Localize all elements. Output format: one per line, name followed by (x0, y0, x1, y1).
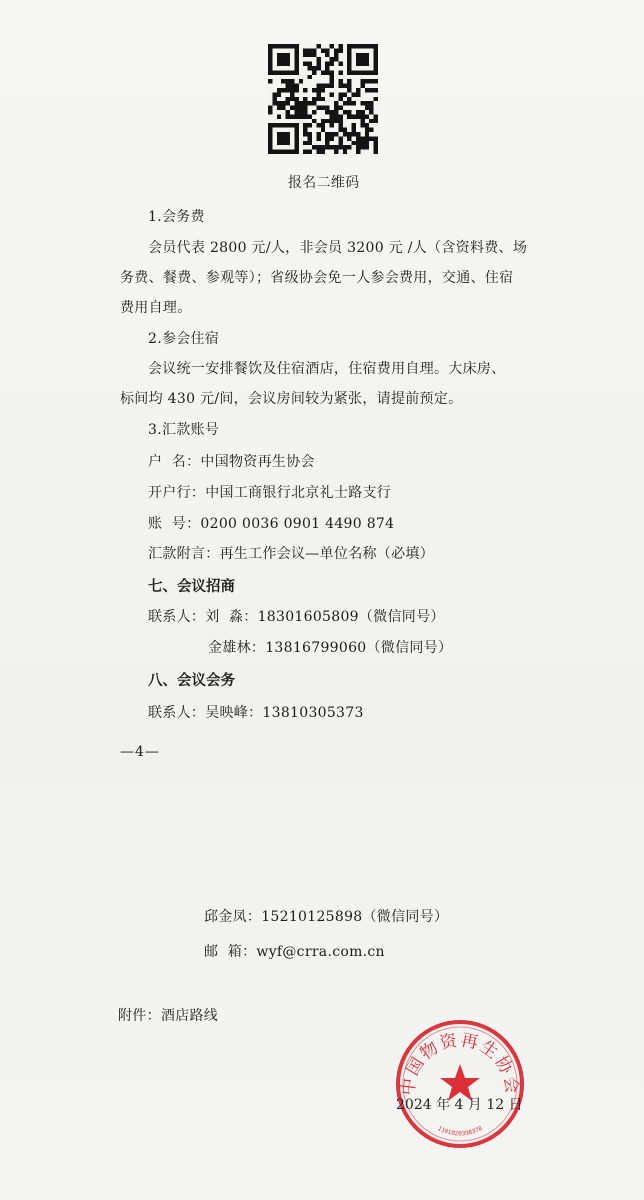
seal-number: 1101020398378 (436, 1125, 484, 1138)
account-bank-value: 中国工商银行北京礼士路支行 (205, 485, 392, 501)
fee-line-2: 务费、餐费、参观等）；省级协会免一人参会费用，交通、住宿 (120, 270, 514, 286)
svg-text:1101020398378 (436, 1125, 483, 1138)
account-number-row (148, 513, 394, 533)
sponsorship-heading: 七、会议招商 (148, 578, 235, 595)
lodging-heading: 2.参会住宿 (148, 331, 220, 347)
sponsorship-contact-label: 联系人： (148, 609, 206, 625)
fee-heading: 1.会务费 (148, 209, 205, 225)
lodging-line-1: 会议统一安排餐饮及住宿酒店，住宿费用自理。大床房、 (148, 361, 506, 377)
account-name-row (148, 451, 315, 471)
lodging-line-2: 标间均 430 元/间，会议房间较为紧张，请提前预定。 (120, 391, 463, 407)
account-note-row (148, 543, 434, 563)
affairs-contact-row (148, 702, 364, 722)
qr-caption: 报名二维码 (288, 175, 360, 191)
seal-text: 中国物资再生协会 (398, 1030, 522, 1097)
page-number: —4— (120, 744, 160, 760)
registration-qr-code[interactable] (268, 44, 378, 154)
email-row (204, 941, 385, 961)
fee-line-3: 费用自理。 (120, 300, 192, 316)
sponsorship-contact-2: 金雄林：13816799060（微信同号） (208, 640, 453, 656)
email-label: 邮 箱： (204, 944, 257, 960)
document-date: 2024 年 4 月 12 日 (396, 1097, 523, 1113)
fee-line-1: 会员代表 2800 元/人，非会员 3200 元 /人（含资料费、场 (148, 240, 528, 256)
account-heading: 3.汇款账号 (148, 422, 220, 438)
email-value[interactable]: wyf@crra.com.cn (256, 944, 385, 960)
affairs-heading: 八、会议会务 (148, 672, 235, 689)
account-note-label: 汇款附言： (148, 546, 220, 562)
account-note-value: 再生工作会议—单位名称（必填） (219, 546, 434, 562)
account-name-value: 中国物资再生协会 (200, 454, 315, 470)
account-bank-label: 开户行： (148, 485, 206, 501)
account-number-label: 账 号： (148, 516, 201, 532)
attachment-note: 附件：酒店路线 (118, 1008, 219, 1024)
account-bank-row (148, 482, 391, 502)
account-number-value: 0200 0036 0901 4490 874 (200, 516, 395, 532)
sponsorship-contact-row (148, 606, 445, 626)
lower-contact: 邱金凤：15210125898（微信同号） (204, 909, 449, 925)
sponsorship-contact-1: 刘 淼：18301605809（微信同号） (205, 609, 445, 625)
account-name-label: 户 名： (148, 454, 201, 470)
affairs-contact-label: 联系人： (148, 705, 206, 721)
official-seal (394, 1018, 526, 1150)
affairs-contact-1: 吴映峰：13810305373 (205, 705, 364, 721)
